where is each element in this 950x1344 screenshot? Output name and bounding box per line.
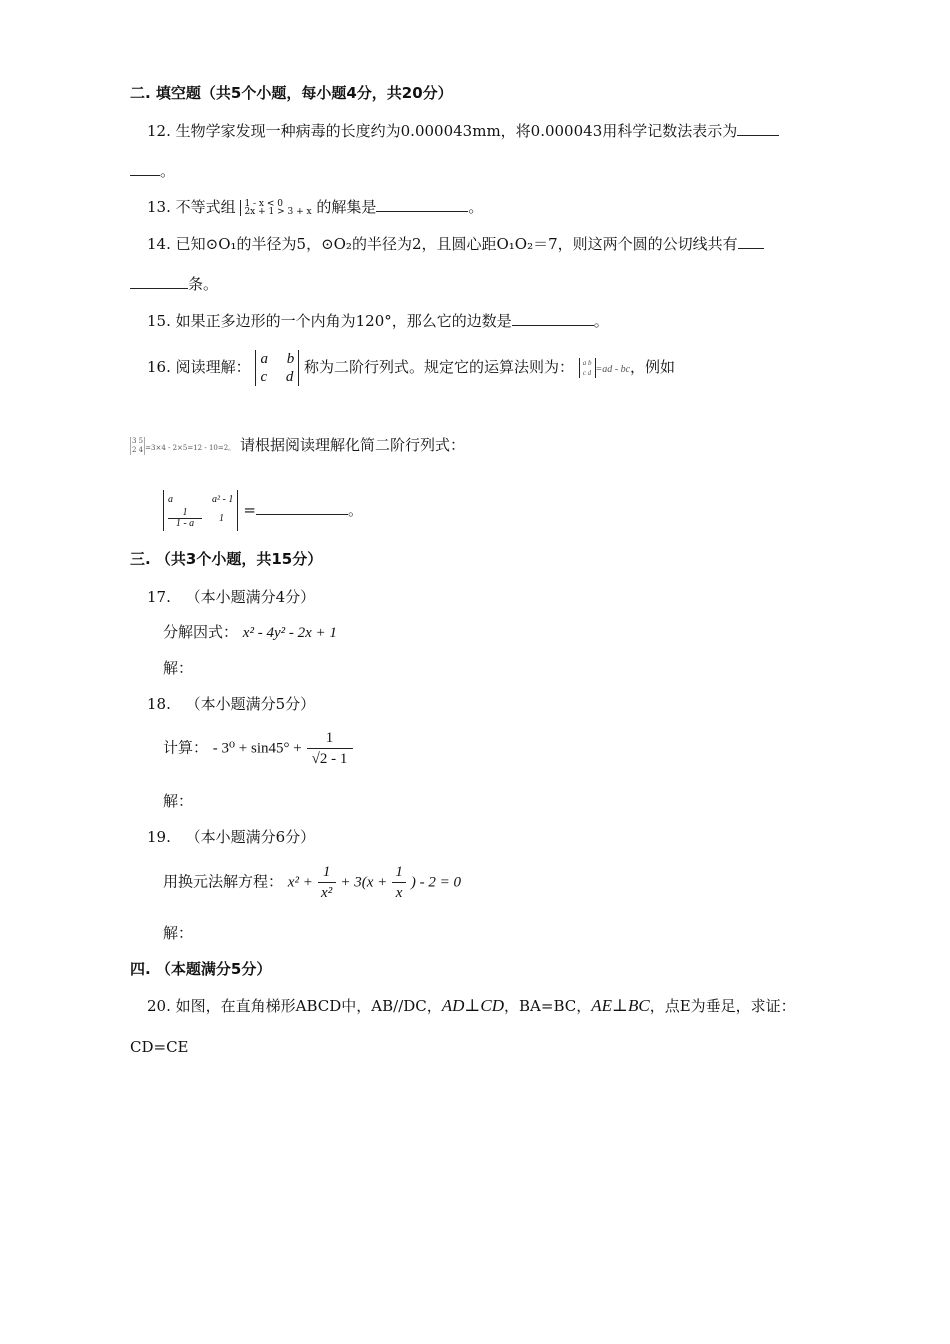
answer-blank bbox=[130, 161, 160, 176]
fraction: $\frac{1}{x}$ bbox=[392, 862, 406, 903]
punctuation: 。 bbox=[160, 162, 176, 180]
question-number: 17. bbox=[147, 588, 171, 606]
question-17-task bbox=[163, 621, 337, 642]
equals: = bbox=[243, 501, 256, 519]
inequality-row-2: 2x + 1 > 3 + x bbox=[244, 207, 312, 217]
question-number: 15. bbox=[147, 312, 171, 330]
question-20 bbox=[147, 995, 796, 1016]
section-3-heading: 三. （共3个小题，共15分） bbox=[130, 550, 323, 568]
question-14 bbox=[147, 233, 764, 254]
determinant-abcd: a b c d bbox=[255, 350, 299, 386]
math-expression: ) - 2 = 0 bbox=[410, 874, 461, 891]
question-text: 如图，在直角梯形ABCD中，AB//DC， bbox=[175, 997, 442, 1015]
section-4-heading: 四. （本题满分5分） bbox=[130, 960, 272, 978]
math-expression: + 3(x + bbox=[340, 874, 388, 891]
question-text: 条。 bbox=[188, 275, 219, 293]
example-determinant: 3 5 2 4 bbox=[132, 437, 144, 454]
question-number: 19. bbox=[147, 828, 171, 846]
question-17-header bbox=[147, 586, 315, 607]
question-text: 计算： bbox=[163, 738, 209, 757]
question-text: 阅读理解： bbox=[175, 358, 251, 376]
question-14-continued bbox=[130, 273, 218, 294]
question-16 bbox=[147, 350, 675, 386]
fraction: $\frac{1}{√2 - 1}$ bbox=[307, 728, 353, 769]
question-text: 生物学家发现一种病毒的长度约为0.000043mm，将0.000043用科学记数法表示为 bbox=[175, 122, 738, 140]
section-2-heading: 二. 填空题（共5个小题，每小题4分，共20分） bbox=[130, 84, 453, 102]
question-text: 已知⊙O₁的半径为5，⊙O₂的半径为2，且圆心距O₁O₂＝7，则这两个圆的公切线共有 bbox=[175, 235, 738, 253]
fraction: $\frac{1}{\text{x²}}$ bbox=[318, 862, 336, 903]
answer-label: 解： bbox=[163, 792, 194, 810]
question-15 bbox=[147, 310, 609, 331]
question-18-task bbox=[163, 728, 353, 769]
question-text: 不等式组 bbox=[175, 198, 236, 216]
determinant-rule: a b c d bbox=[579, 358, 596, 378]
example-result: =3×4 - 2×5=12 - 10=2。 bbox=[145, 444, 236, 452]
math-expression: x² - 4y² - 2x + 1 bbox=[242, 625, 337, 641]
math-expression: AD⊥CD bbox=[441, 996, 505, 1015]
answer-blank bbox=[738, 234, 764, 249]
answer-blank bbox=[256, 500, 348, 515]
question-12 bbox=[147, 120, 779, 141]
question-text: 称为二阶行列式。规定它的运算法则为： bbox=[303, 358, 574, 376]
punctuation: 。 bbox=[468, 198, 484, 216]
math-expression: - 3⁰ + sin45° + bbox=[212, 740, 302, 757]
question-text: ，BA=BC， bbox=[504, 997, 592, 1015]
answer-blank bbox=[376, 197, 468, 212]
question-18-header bbox=[147, 693, 315, 714]
target-determinant: a a² - 1 $\frac{1}{1 - a}$ 1 bbox=[163, 490, 238, 531]
question-19-header bbox=[147, 826, 315, 847]
punctuation: 。 bbox=[593, 312, 609, 330]
score-note: （本小题满分4分） bbox=[185, 588, 316, 606]
answer-blank bbox=[512, 311, 594, 326]
answer-blank bbox=[737, 121, 779, 136]
question-number: 12. bbox=[147, 122, 171, 140]
question-text: 的解集是 bbox=[316, 198, 377, 216]
question-16-target bbox=[163, 490, 363, 531]
score-note: （本小题满分5分） bbox=[185, 695, 316, 713]
question-16-example bbox=[130, 434, 465, 455]
question-text: 请根据阅读理解化简二阶行列式： bbox=[239, 436, 465, 454]
question-number: 18. bbox=[147, 695, 171, 713]
question-12-continued bbox=[130, 160, 175, 181]
math-expression: x² + bbox=[287, 874, 313, 891]
inequality-row-1: 1 - x < 0 bbox=[244, 199, 283, 209]
inequality-system bbox=[240, 200, 311, 216]
question-text: 如果正多边形的一个内角为120°，那么它的边数是 bbox=[175, 312, 512, 330]
answer-label: 解： bbox=[163, 924, 194, 942]
question-text: 分解因式： bbox=[163, 623, 239, 641]
answer-label: 解： bbox=[163, 659, 194, 677]
question-20-continued: CD=CE bbox=[130, 1038, 189, 1056]
question-text: ，例如 bbox=[630, 358, 676, 376]
question-number: 16. bbox=[147, 358, 171, 376]
question-number: 13. bbox=[147, 198, 171, 216]
score-note: （本小题满分6分） bbox=[185, 828, 316, 846]
question-number: 14. bbox=[147, 235, 171, 253]
question-text: ，点E为垂足，求证： bbox=[649, 997, 796, 1015]
question-text: 用换元法解方程： bbox=[163, 872, 284, 891]
math-expression: AE⊥BC bbox=[591, 996, 650, 1015]
punctuation: 。 bbox=[348, 501, 364, 519]
question-13 bbox=[147, 196, 483, 217]
fraction: $\frac{1}{1 - a}$ bbox=[168, 508, 202, 529]
question-19-task bbox=[163, 862, 461, 903]
question-number: 20. bbox=[147, 997, 171, 1015]
answer-blank bbox=[130, 274, 188, 289]
determinant-rule-formula: =ad - bc bbox=[595, 364, 631, 375]
